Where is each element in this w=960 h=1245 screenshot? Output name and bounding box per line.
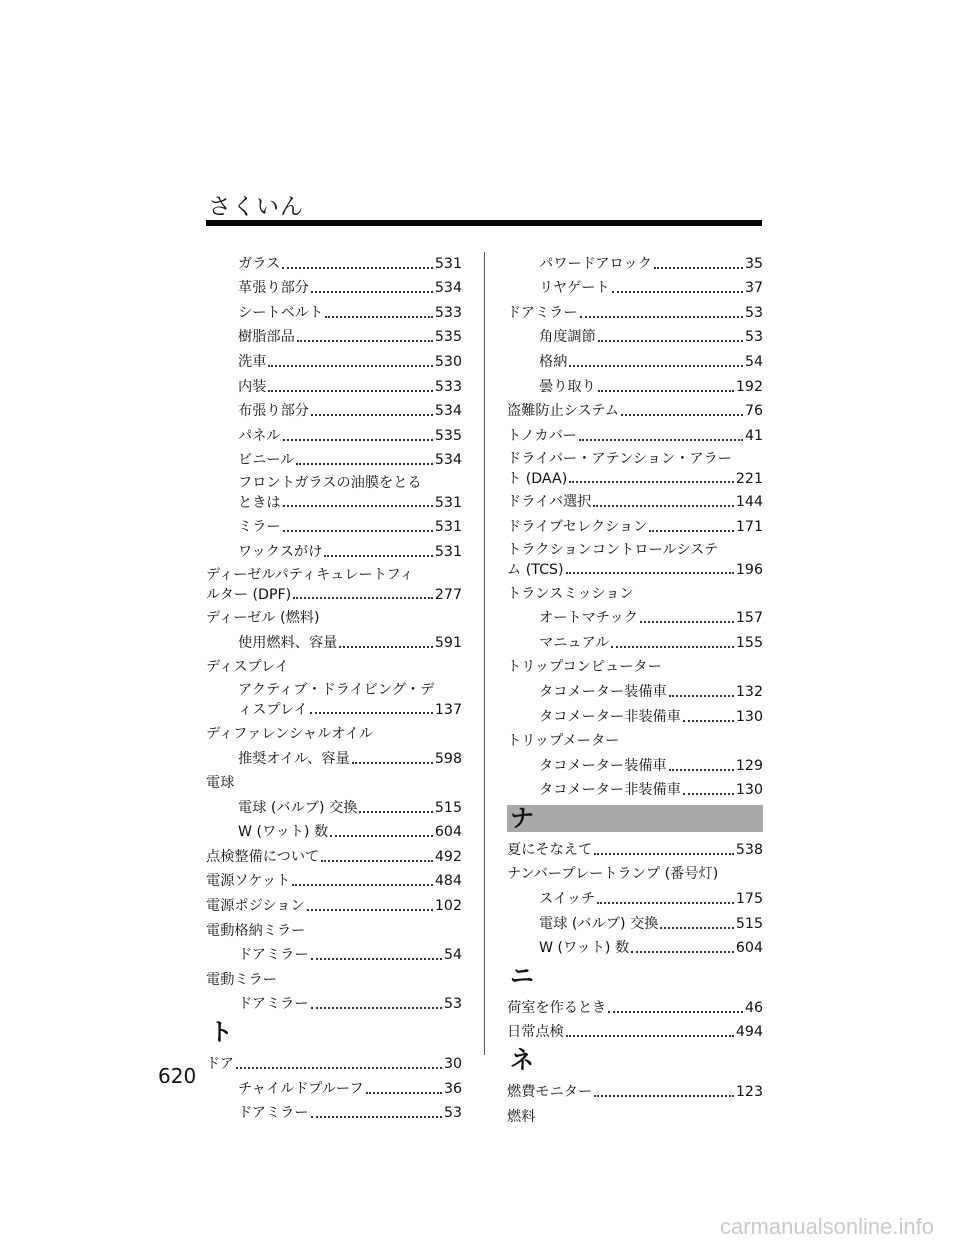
entry-label: 革張り部分 <box>238 280 309 297</box>
entry-page-number: 30 <box>443 1056 462 1073</box>
index-entry <box>507 398 763 423</box>
entry-page-number: 591 <box>434 634 462 651</box>
entry-leader-dots <box>631 950 734 953</box>
entry-label: タコメーター装備車 <box>539 757 667 774</box>
entry-page-number: 531 <box>434 495 462 512</box>
entry-label: スイッチ <box>539 891 596 908</box>
index-entry <box>206 843 462 868</box>
entry-leader-dots <box>683 719 734 722</box>
index-entry <box>507 422 763 447</box>
entry-label: ドライブセレクション <box>507 518 648 535</box>
index-entry <box>206 868 462 893</box>
entry-page-number: 604 <box>434 824 462 841</box>
index-entry <box>507 299 763 324</box>
entry-leader-dots <box>579 438 743 441</box>
entry-page-number: 534 <box>434 280 462 297</box>
entry-label: ガラス <box>238 255 281 272</box>
index-entry <box>206 513 462 538</box>
entry-page-number: 144 <box>735 494 763 511</box>
index-entry <box>206 324 462 349</box>
entry-leader-dots <box>293 596 433 599</box>
entry-label: ドアミラー <box>238 1105 309 1122</box>
title-rule <box>206 220 762 226</box>
entry-page-number: 130 <box>735 708 763 725</box>
index-entry <box>507 752 763 777</box>
entry-line2 <box>507 560 763 580</box>
page-title: さくいん <box>208 194 304 220</box>
index-entry <box>206 745 462 770</box>
section-heading: ニ <box>510 962 534 991</box>
section-heading: ネ <box>510 1046 534 1075</box>
entry-label: トランスミッション <box>507 585 634 602</box>
index-entry <box>206 629 462 654</box>
index-entry <box>507 1078 763 1103</box>
entry-leader-dots <box>297 339 433 342</box>
index-entry <box>507 703 763 728</box>
entry-page-number: 492 <box>434 848 462 865</box>
entry-leader-dots <box>649 529 734 532</box>
entry-leader-dots <box>311 290 433 293</box>
index-entry <box>206 720 462 745</box>
entry-leader-dots <box>611 645 734 648</box>
entry-page-number: 535 <box>434 329 462 346</box>
index-entry <box>206 471 462 513</box>
entry-page-number: 53 <box>443 1105 462 1122</box>
entry-leader-dots <box>296 462 432 465</box>
entry-label: シートベルト <box>238 304 324 321</box>
index-entry <box>507 654 763 679</box>
entry-leader-dots <box>621 413 743 416</box>
entry-label-line2: ルター (DPF) <box>206 586 292 603</box>
entry-leader-dots <box>566 1034 734 1037</box>
index-entry <box>507 538 763 580</box>
index-entry <box>206 250 462 275</box>
entry-page-number: 130 <box>735 782 763 799</box>
entry-leader-dots <box>283 504 433 507</box>
index-entry <box>507 678 763 703</box>
index-entry <box>507 910 763 935</box>
index-entry <box>206 991 462 1016</box>
entry-label: チャイルドプルーフ <box>238 1080 364 1097</box>
entry-page-number: 35 <box>744 255 763 272</box>
entry-page-number: 53 <box>443 996 462 1013</box>
entry-label: ナンバープレートランプ (番号灯) <box>507 866 719 883</box>
entry-label: ドアミラー <box>238 996 309 1013</box>
entry-page-number: 132 <box>735 683 763 700</box>
entry-page-number: 46 <box>744 999 763 1016</box>
index-entry <box>507 629 763 654</box>
index-entry <box>206 942 462 967</box>
entry-page-number: 531 <box>434 255 462 272</box>
entry-label: パネル <box>238 427 281 444</box>
index-entry <box>206 794 462 819</box>
index-entry <box>206 422 462 447</box>
entry-leader-dots <box>594 1094 734 1097</box>
entry-label: ドアミラー <box>238 947 309 964</box>
entry-page-number: 494 <box>735 1024 763 1041</box>
index-entry <box>507 836 763 861</box>
entry-label: ワックスがけ <box>238 543 323 560</box>
index-entry <box>507 777 763 802</box>
entry-label: 点検整備について <box>206 848 320 865</box>
entry-label: W (ワット) 数 <box>539 940 630 957</box>
entry-page-number: 531 <box>434 543 462 560</box>
watermark: carmanualsonline.info <box>719 1214 934 1239</box>
entry-leader-dots <box>597 901 734 904</box>
entry-page-number: 196 <box>735 561 763 578</box>
index-entry <box>206 275 462 300</box>
entry-leader-dots <box>324 554 433 557</box>
entry-label: 洗車 <box>238 353 267 370</box>
entry-leader-dots <box>683 792 734 795</box>
index-entry <box>507 489 763 514</box>
index-entry <box>507 348 763 373</box>
entry-leader-dots <box>352 761 433 764</box>
entry-page-number: 155 <box>735 634 763 651</box>
entry-label: 夏にそなえて <box>507 841 593 858</box>
entry-leader-dots <box>580 315 743 318</box>
index-entry <box>507 513 763 538</box>
entry-leader-dots <box>307 908 433 911</box>
entry-page-number: 604 <box>735 940 763 957</box>
entry-label: 電源ポジション <box>206 898 305 915</box>
entry-label-line1: ディーゼルパティキュレートフィ <box>206 566 414 583</box>
column-divider <box>484 252 485 1055</box>
index-entry <box>206 398 462 423</box>
entry-label: トリップメーター <box>507 733 620 750</box>
entry-leader-dots <box>598 389 734 392</box>
entry-label: 使用燃料、容量 <box>238 634 338 651</box>
index-entry <box>507 1019 763 1044</box>
entry-page-number: 157 <box>735 610 763 627</box>
entry-leader-dots <box>569 364 743 367</box>
entry-label: 布張り部分 <box>238 403 309 420</box>
entry-page-number: 533 <box>434 378 462 395</box>
entry-label: 日常点検 <box>507 1024 564 1041</box>
entry-label-line2: ときは <box>238 495 281 512</box>
entry-page-number: 221 <box>735 470 763 487</box>
entry-label: 電球 <box>206 775 235 792</box>
entry-page-number: 171 <box>735 518 763 535</box>
entry-leader-dots <box>282 266 433 269</box>
entry-label: タコメーター非装備車 <box>539 708 681 725</box>
entry-label: 樹脂部品 <box>238 329 295 346</box>
entry-leader-dots <box>311 413 433 416</box>
entry-page-number: 531 <box>434 518 462 535</box>
entry-page-number: 515 <box>735 915 763 932</box>
entry-leader-dots <box>660 926 734 929</box>
entry-label: 推奨オイル、容量 <box>238 750 350 767</box>
entry-label: ドアミラー <box>507 304 578 321</box>
entry-leader-dots <box>608 1010 743 1013</box>
entry-page-number: 192 <box>735 378 763 395</box>
entry-label: ドライバ選択 <box>507 494 592 511</box>
index-column-left <box>206 250 462 1124</box>
entry-line2 <box>507 469 763 489</box>
entry-label: パワードアロック <box>539 255 652 272</box>
entry-page-number: 36 <box>443 1080 462 1097</box>
entry-page-number: 175 <box>735 891 763 908</box>
entry-leader-dots <box>268 364 433 367</box>
index-entry <box>507 324 763 349</box>
entry-page-number: 534 <box>434 452 462 469</box>
entry-leader-dots <box>598 339 743 342</box>
entry-label: トリップコンピューター <box>507 659 662 676</box>
entry-line2 <box>238 700 462 720</box>
entry-leader-dots <box>359 810 433 813</box>
entry-leader-dots <box>569 480 734 483</box>
index-entry <box>206 605 462 630</box>
entry-leader-dots <box>321 859 433 862</box>
entry-label: 電球 (バルブ) 交換 <box>539 915 659 932</box>
entry-leader-dots <box>366 1091 442 1094</box>
entry-label: オートマチック <box>539 610 638 627</box>
entry-label: 格納 <box>539 353 568 370</box>
entry-label: 燃料 <box>507 1108 536 1125</box>
entry-page-number: 533 <box>434 304 462 321</box>
entry-leader-dots <box>325 315 433 318</box>
entry-leader-dots <box>669 768 734 771</box>
entry-label-line2: ム (TCS) <box>507 561 564 578</box>
index-entry <box>206 373 462 398</box>
entry-leader-dots <box>640 620 734 623</box>
entry-leader-dots <box>339 645 433 648</box>
entry-label: マニュアル <box>539 634 610 651</box>
entry-label: 曇り取り <box>539 378 596 395</box>
index-entry <box>507 373 763 398</box>
entry-label: 電源ソケット <box>206 873 291 890</box>
entry-page-number: 484 <box>434 873 462 890</box>
entry-label: リヤゲート <box>539 280 610 297</box>
entry-page-number: 515 <box>434 799 462 816</box>
entry-label: 角度調節 <box>539 329 596 346</box>
entry-leader-dots <box>283 529 433 532</box>
entry-label: 電動格納ミラー <box>206 922 306 939</box>
entry-label-line1: トラクションコントロールシステ <box>507 541 719 558</box>
entry-page-number: 102 <box>434 898 462 915</box>
entry-page-number: 53 <box>744 329 763 346</box>
entry-label: ディーゼル (燃料) <box>206 610 320 627</box>
entry-label: 内装 <box>238 378 267 395</box>
index-entry <box>507 994 763 1019</box>
section-heading: ト <box>209 1018 233 1047</box>
entry-page-number: 535 <box>434 427 462 444</box>
entry-page-number: 598 <box>434 750 462 767</box>
index-entry <box>507 935 763 960</box>
entry-page-number: 54 <box>443 947 462 964</box>
index-entry <box>206 678 462 720</box>
entry-label-line1: アクティブ・ドライビング・デ <box>238 682 435 699</box>
entry-label: 電球 (バルブ) 交換 <box>238 799 358 816</box>
entry-page-number: 123 <box>735 1084 763 1101</box>
index-entry <box>206 299 462 324</box>
entry-leader-dots <box>311 1006 442 1009</box>
index-entry <box>206 917 462 942</box>
index-entry <box>507 580 763 605</box>
entry-leader-dots <box>593 504 733 507</box>
index-entry <box>507 1103 763 1128</box>
index-entry <box>206 563 462 605</box>
entry-leader-dots <box>669 694 734 697</box>
entry-page-number: 538 <box>735 841 763 858</box>
section-heading: ナ <box>507 805 763 832</box>
entry-leader-dots <box>311 957 442 960</box>
entry-label-line2: ト (DAA) <box>507 470 568 487</box>
entry-label: タコメーター非装備車 <box>539 782 681 799</box>
index-entry <box>206 966 462 991</box>
page-number: 620 <box>158 1064 197 1088</box>
entry-leader-dots <box>236 1066 442 1069</box>
entry-label: ビニール <box>238 452 295 469</box>
index-entry <box>507 447 763 489</box>
entry-label: 電動ミラー <box>206 971 277 988</box>
index-entry <box>206 348 462 373</box>
index-entry <box>507 728 763 753</box>
entry-label: 盗難防止システム <box>507 403 620 420</box>
index-entry <box>507 275 763 300</box>
entry-label: 燃費モニター <box>507 1084 593 1101</box>
entry-page-number: 54 <box>744 353 763 370</box>
entry-page-number: 530 <box>434 353 462 370</box>
entry-leader-dots <box>310 711 433 714</box>
entry-line2 <box>238 493 462 513</box>
entry-page-number: 53 <box>744 304 763 321</box>
entry-label: W (ワット) 数 <box>238 824 329 841</box>
entry-label: ディファレンシャルオイル <box>206 725 374 742</box>
index-entry <box>206 1100 462 1125</box>
entry-leader-dots <box>330 834 433 837</box>
index-entry <box>206 892 462 917</box>
entry-page-number: 534 <box>434 403 462 420</box>
entry-label: 荷室を作るとき <box>507 999 607 1016</box>
entry-page-number: 41 <box>744 427 763 444</box>
entry-page-number: 76 <box>744 403 763 420</box>
entry-line2 <box>206 585 462 605</box>
index-column-right <box>507 250 763 1128</box>
entry-label: ディスプレイ <box>206 659 289 676</box>
index-entry <box>206 819 462 844</box>
entry-label-line1: ドライバー・アテンション・アラー <box>507 450 732 467</box>
entry-label: タコメーター装備車 <box>539 683 667 700</box>
entry-label: ドア <box>206 1056 234 1073</box>
index-entry <box>206 1075 462 1100</box>
entry-leader-dots <box>566 571 734 574</box>
index-entry <box>206 654 462 679</box>
entry-leader-dots <box>268 389 433 392</box>
entry-label-line2: ィスプレイ <box>238 702 308 719</box>
entry-leader-dots <box>612 290 743 293</box>
index-entry <box>507 885 763 910</box>
index-entry <box>507 861 763 886</box>
entry-leader-dots <box>292 883 433 886</box>
entry-label-line1: フロントガラスの油膜をとる <box>238 475 422 492</box>
index-entry <box>206 1050 462 1075</box>
entry-leader-dots <box>594 852 734 855</box>
index-entry <box>507 605 763 630</box>
entry-page-number: 37 <box>744 280 763 297</box>
entry-leader-dots <box>654 266 743 269</box>
entry-label: ミラー <box>238 518 281 535</box>
entry-leader-dots <box>311 1115 442 1118</box>
index-entry <box>206 770 462 795</box>
entry-page-number: 129 <box>735 757 763 774</box>
entry-label: トノカバー <box>507 427 577 444</box>
entry-leader-dots <box>283 438 433 441</box>
index-entry <box>206 447 462 472</box>
entry-page-number: 137 <box>434 702 462 719</box>
entry-page-number: 277 <box>434 586 462 603</box>
index-entry <box>507 250 763 275</box>
index-entry <box>206 538 462 563</box>
